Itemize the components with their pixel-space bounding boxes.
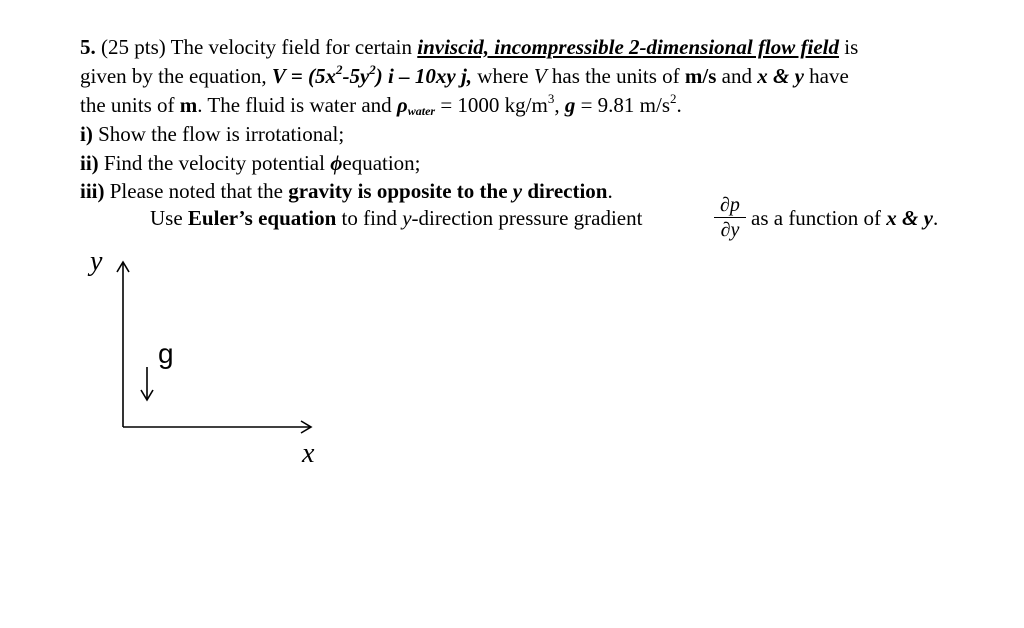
line3-text: . The fluid is water and bbox=[197, 93, 392, 117]
units-m: m bbox=[179, 93, 198, 117]
and: and bbox=[721, 64, 752, 88]
to-find: to find bbox=[341, 206, 397, 230]
line1-text: The velocity field for certain bbox=[170, 35, 413, 59]
gravity-note: gravity is opposite to the bbox=[288, 179, 508, 203]
gravity-label: g bbox=[158, 338, 174, 369]
rho-water: $\rho_{water}$ bbox=[396, 93, 436, 118]
part-iii-text: Please noted that the bbox=[109, 179, 283, 203]
euler-equation: Euler’s equation bbox=[187, 206, 337, 230]
part-iii-period: . bbox=[607, 179, 613, 203]
phi-symbol: ϕ bbox=[330, 151, 343, 175]
flow-description: inviscid, incompressible 2-dimensional flow field bbox=[417, 35, 840, 59]
as-function: as a function of bbox=[751, 206, 882, 230]
pressure-gradient-text: -direction pressure gradient bbox=[411, 206, 643, 230]
final-period: . bbox=[932, 206, 939, 230]
v-symbol: V bbox=[533, 64, 547, 88]
xy-symbols: x & y bbox=[757, 64, 804, 88]
g-value: = 9.81 $m/s^2$. bbox=[580, 91, 682, 117]
xy-symbols-2: x & y bbox=[886, 206, 933, 230]
points: (25 pts) bbox=[101, 35, 166, 59]
line1-end: is bbox=[844, 35, 859, 59]
g-symbol: g bbox=[564, 93, 576, 117]
fraction-numerator: ∂p bbox=[720, 194, 740, 216]
part-iii-label: iii) bbox=[80, 179, 105, 203]
part-i-label: i) bbox=[80, 122, 93, 146]
direction-word: direction bbox=[527, 179, 608, 203]
part-ii-text: Find the velocity potential bbox=[103, 151, 325, 175]
rho-value: = 1000 $kg/m^3$, bbox=[440, 91, 560, 117]
has-units: has the units of bbox=[551, 64, 680, 88]
y-axis-label: y bbox=[90, 246, 103, 277]
velocity-equation: $V = (5x^2-5y^2)$ i – 10xy j, bbox=[271, 62, 473, 88]
part-i-text: Show the flow is irrotational; bbox=[98, 122, 345, 146]
x-axis-label: x bbox=[302, 438, 315, 469]
where: where bbox=[477, 64, 529, 88]
problem-number: 5. bbox=[80, 35, 96, 59]
part-ii-end: equation; bbox=[342, 151, 421, 175]
have: have bbox=[809, 64, 849, 88]
y-dir-symbol: y bbox=[402, 206, 412, 230]
use: Use bbox=[150, 206, 183, 230]
units-ms: m/s bbox=[684, 64, 717, 88]
part-ii-label: ii) bbox=[80, 151, 99, 175]
fraction-denominator: ∂y bbox=[720, 219, 740, 241]
units-of: the units of bbox=[80, 93, 175, 117]
y-symbol: y bbox=[512, 179, 523, 203]
line2-text: given by the equation, bbox=[80, 64, 267, 88]
